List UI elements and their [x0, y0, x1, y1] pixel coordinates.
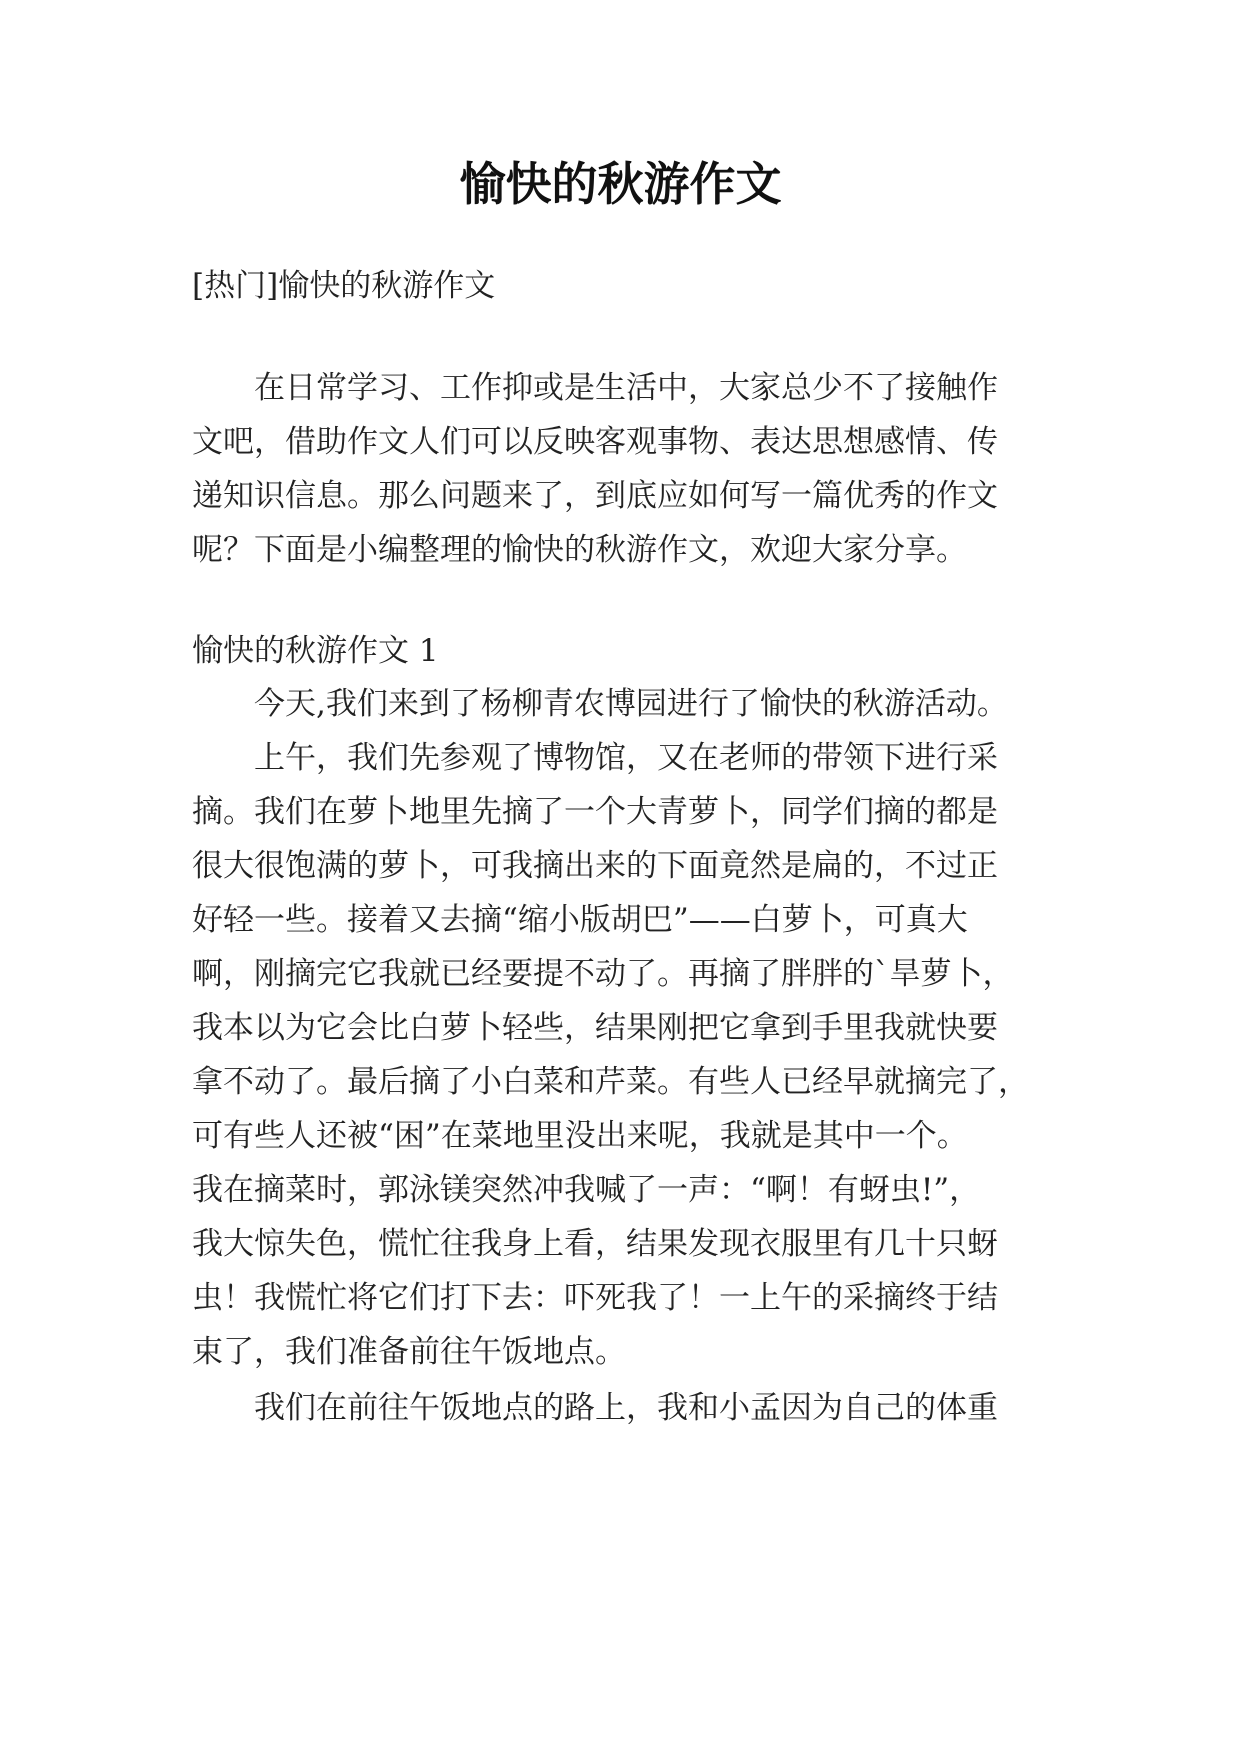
body-line: 很大很饱满的萝卜，可我摘出来的下面竟然是扁的，不过正 [192, 848, 998, 884]
intro-line: 文吧，借助作文人们可以反映客观事物、表达思想感情、传 [192, 424, 998, 460]
body-line: 啊，刚摘完它我就已经要提不动了。再摘了胖胖的`旱萝卜， [192, 956, 1014, 992]
body-line: 我大惊失色，慌忙往我身上看，结果发现衣服里有几十只蚜 [192, 1226, 998, 1262]
body-line: 拿不动了。最后摘了小白菜和芹菜。有些人已经早就摘完了， [192, 1064, 1029, 1100]
body-line: 我本以为它会比白萝卜轻些，结果刚把它拿到手里我就快要 [192, 1010, 998, 1046]
body-line: 虫！我慌忙将它们打下去：吓死我了！一上午的采摘终于结 [192, 1280, 998, 1316]
subtitle: [热门]愉快的秋游作文 [192, 268, 496, 304]
document-title: 愉快的秋游作文 [459, 157, 782, 211]
body-line: 摘。我们在萝卜地里先摘了一个大青萝卜，同学们摘的都是 [192, 794, 998, 830]
section-heading: 愉快的秋游作文 1 [192, 633, 439, 669]
body-line: 今天,我们来到了杨柳青农博园进行了愉快的秋游活动。 [254, 686, 1008, 722]
body-line: 我们在前往午饭地点的路上，我和小孟因为自己的体重 [254, 1390, 998, 1426]
intro-line: 呢？下面是小编整理的愉快的秋游作文，欢迎大家分享。 [192, 532, 967, 568]
body-line: 好轻一些。接着又去摘“缩小版胡巴”——白萝卜，可真大 [192, 902, 968, 938]
intro-line: 在日常学习、工作抑或是生活中，大家总少不了接触作 [254, 370, 998, 406]
body-line: 可有些人还被“困”在菜地里没出来呢，我就是其中一个。 [192, 1118, 968, 1154]
body-line: 上午，我们先参观了博物馆，又在老师的带领下进行采 [254, 740, 998, 776]
intro-line: 递知识信息。那么问题来了，到底应如何写一篇优秀的作文 [192, 478, 998, 514]
body-line: 束了，我们准备前往午饭地点。 [192, 1334, 626, 1370]
body-line: 我在摘菜时，郭泳镁突然冲我喊了一声：“啊！有蚜虫!”， [192, 1172, 981, 1208]
